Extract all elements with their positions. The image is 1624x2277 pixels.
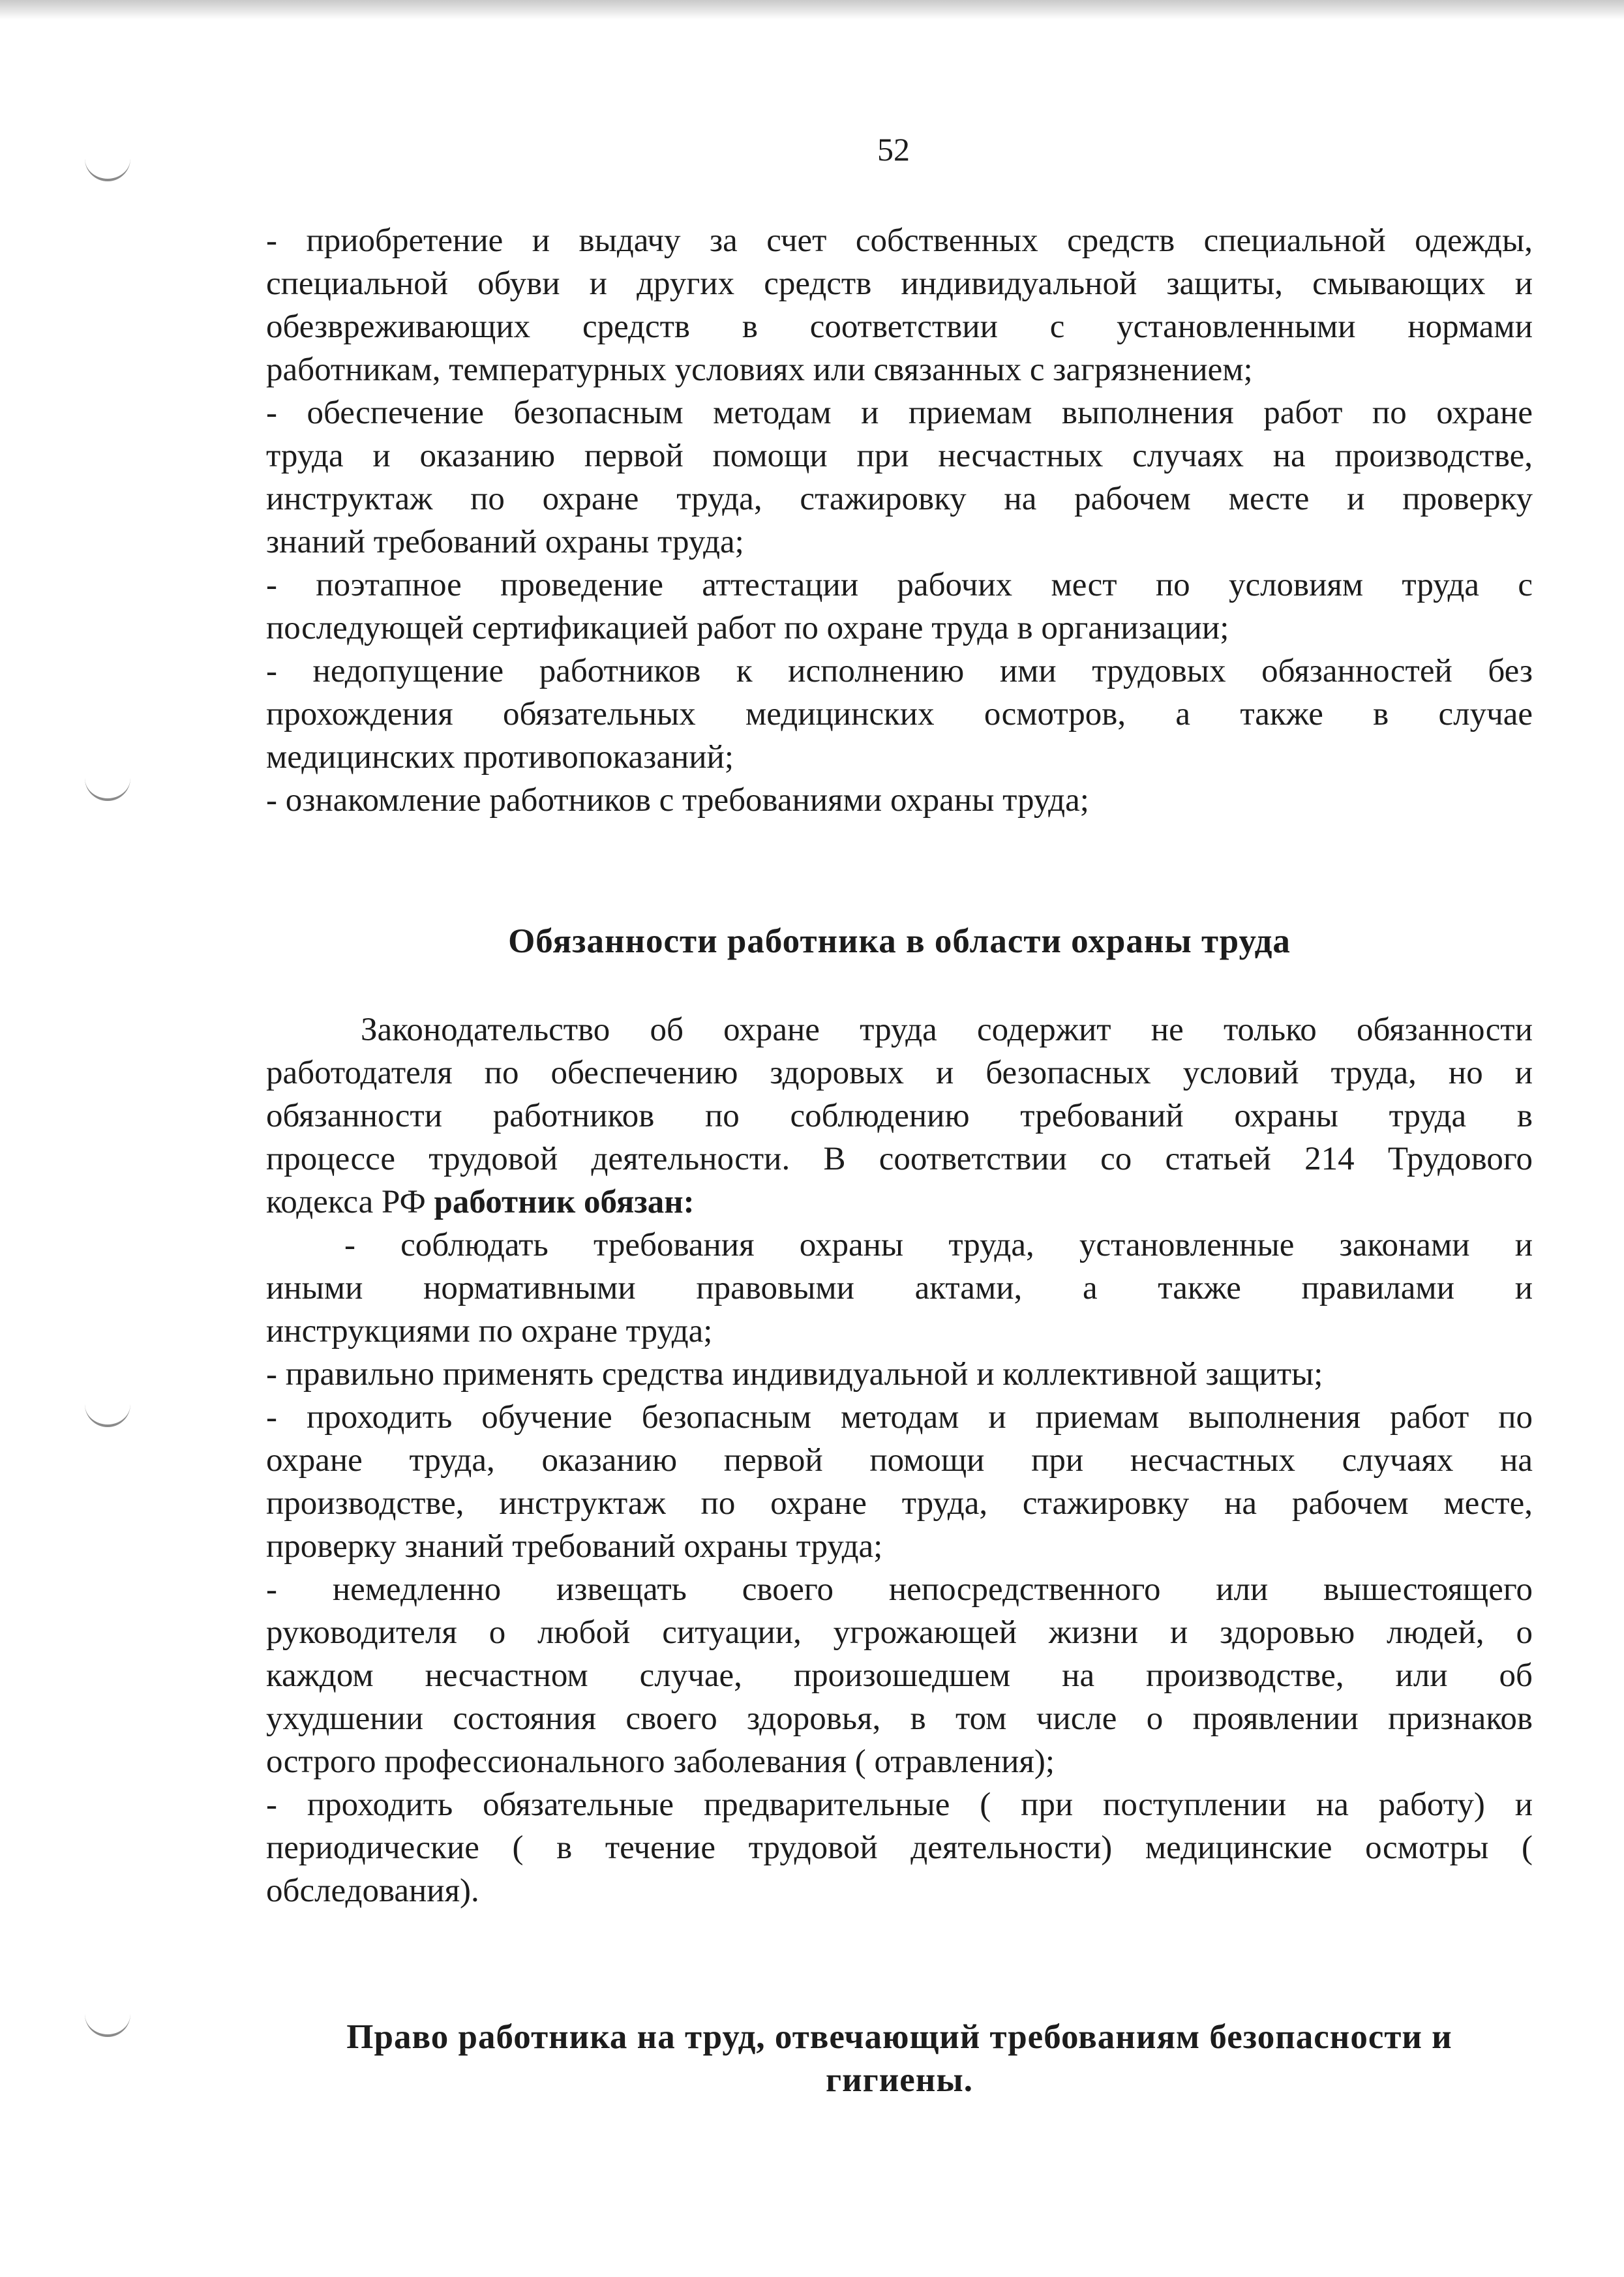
list-line: обезвреживающих средств в соответствии с установленными нормами (266, 309, 1533, 345)
list-line: проверку знаний требований охраны труда; (266, 1528, 883, 1565)
list-line: - ознакомление работников с требованиями охраны труда; (266, 782, 1089, 819)
list-line: ухудшении состояния своего здоровья, в том числе о проявлении признаков (266, 1700, 1533, 1737)
list-line: руководителя о любой ситуации, угрожающей жизни и здоровью людей, о (266, 1614, 1533, 1651)
list-line: - соблюдать требования охраны труда, установленные законами и (344, 1227, 1533, 1263)
list-line: работникам, температурных условиях или связанных с загрязнением; (266, 352, 1253, 388)
section-heading-2 (266, 2015, 1533, 2102)
list-line: - обеспечение безопасным методам и приемам выполнения работ по охране (266, 395, 1533, 431)
intro-paragraph (266, 1008, 1533, 1224)
list-line: - приобретение и выдачу за счет собственных средств специальной одежды, (266, 222, 1533, 259)
list-line: медицинских противопоказаний; (266, 739, 734, 776)
paragraph-line: обязанности работников по соблюдению требований охраны труда в (266, 1098, 1533, 1134)
list-line: труда и оказанию первой помощи при несчастных случаях на производстве, (266, 438, 1533, 474)
heading-line: Право работника на труд, отвечающий требованиям безопасности и (346, 2018, 1452, 2056)
list-line: - немедленно извещать своего непосредственного или вышестоящего (266, 1571, 1533, 1608)
list-line: каждом несчастном случае, произошедшем на производстве, или об (266, 1657, 1533, 1694)
list-line: специальной обуви и других средств индивидуальной защиты, смывающих и (266, 265, 1533, 302)
list-line: инструктаж по охране труда, стажировку на рабочем месте и проверку (266, 481, 1533, 517)
list-line: последующей сертификацией работ по охране труда в организации; (266, 610, 1229, 646)
list-line: - правильно применять средства индивидуальной и коллективной защиты; (266, 1356, 1323, 1393)
list-line: знаний требований охраны труда; (266, 524, 744, 560)
list-line: - недопущение работников к исполнению ими трудовых обязанностей без (266, 653, 1533, 689)
paragraph-line: работодателя по обеспечению здоровых и безопасных условий труда, но и (266, 1055, 1533, 1091)
punch-hole-mark (85, 157, 130, 181)
paragraph-text: кодекса РФ (266, 1184, 434, 1220)
list-line: острого профессионального заболевания ( отравления); (266, 1743, 1055, 1780)
heading-line: гигиены. (826, 2061, 973, 2099)
list-line: - поэтапное проведение аттестации рабочих мест по условиям труда с (266, 567, 1533, 603)
list-line: - проходить обучение безопасным методам и приемам выполнения работ по (266, 1399, 1533, 1436)
employer-duties-list (266, 219, 1533, 822)
punch-hole-mark (85, 776, 130, 801)
list-line: инструкциями по охране труда; (266, 1313, 713, 1350)
emphasis-text: работник обязан: (434, 1184, 695, 1220)
list-line: обследования). (266, 1873, 479, 1909)
paragraph-line: Законодательство об охране труда содержит не только обязанности (361, 1012, 1533, 1048)
paragraph-line (266, 1181, 1533, 1224)
list-line: иными нормативными правовыми актами, а также правилами и (266, 1270, 1533, 1306)
section-heading: Обязанности работника в области охраны труда (508, 922, 1291, 960)
list-line: периодические ( в течение трудовой деятельности) медицинские осмотры ( (266, 1830, 1533, 1866)
page-number: 52 (877, 131, 910, 168)
paragraph-line: процессе трудовой деятельности. В соответствии со статьей 214 Трудового (266, 1141, 1533, 1177)
scan-top-edge (0, 0, 1624, 20)
list-line: охране труда, оказанию первой помощи при несчастных случаях на (266, 1442, 1533, 1479)
punch-hole-mark (85, 1402, 130, 1427)
employee-duties-list (266, 1224, 1533, 1912)
punch-hole-mark (85, 2012, 130, 2037)
list-line: производстве, инструктаж по охране труда, стажировку на рабочем месте, (266, 1485, 1533, 1522)
list-line: прохождения обязательных медицинских осмотров, а также в случае (266, 696, 1533, 732)
list-line: - проходить обязательные предварительные ( при поступлении на работу) и (266, 1787, 1533, 1823)
